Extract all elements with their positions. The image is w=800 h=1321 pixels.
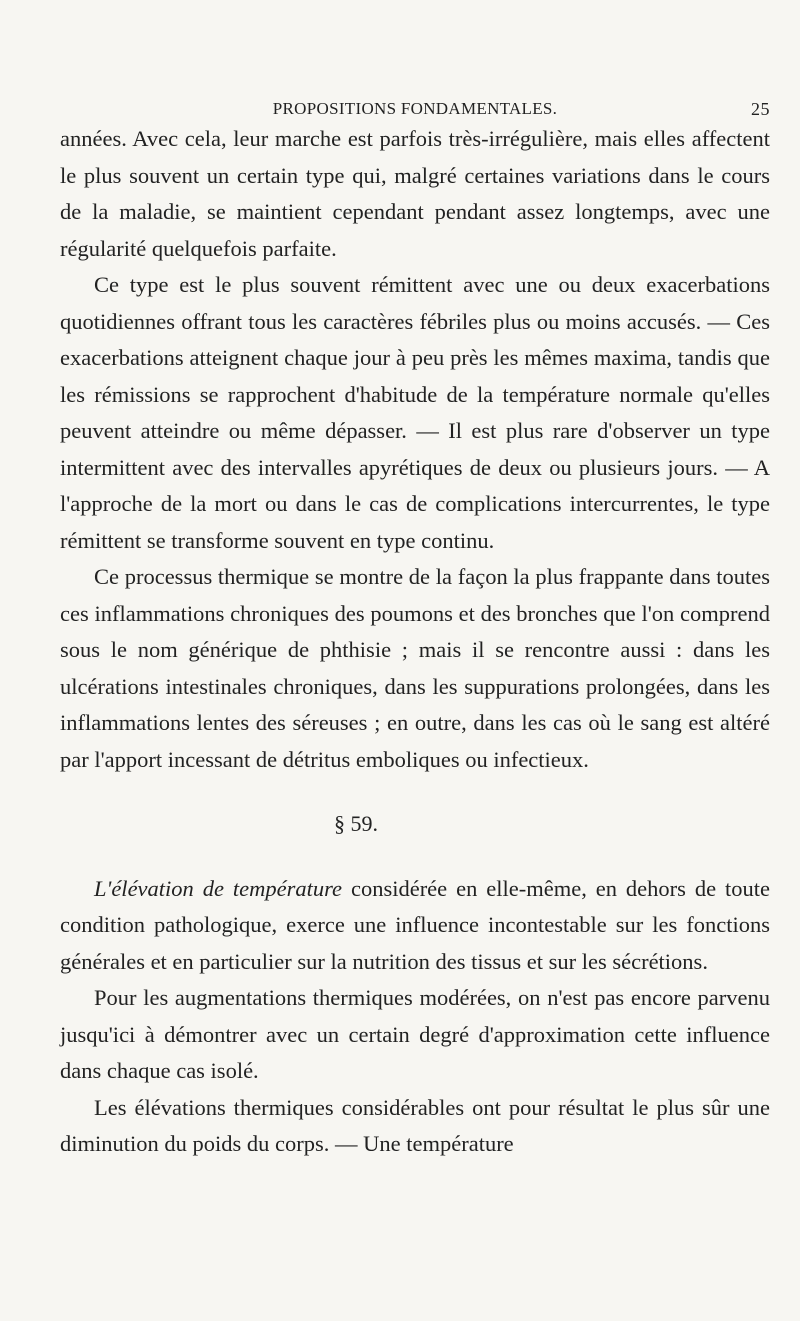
page-number: 25	[751, 99, 770, 119]
paragraph-type-remittent: Ce type est le plus souvent rémittent avec une ou deux exacerbations quotidiennes offrant tous les caractères fébriles plus ou moins accusés. — Ces exacerbations atteignent chaque jour à peu près les mêmes maxima, tandis que les rémissions se rapprochent d'habitude de la température normale qu'elles peuvent atteindre ou même dépasser. — Il est plus rare d'observer un type intermittent avec des intervalles apyrétiques de deux ou plusieurs jours. — A l'approche de la mort ou dans le cas de complications intercurrentes, le type rémittent se transforme souvent en type continu.	[60, 272, 770, 553]
paragraph-processus-thermique: Ce processus thermique se montre de la façon la plus frappante dans toutes ces inflammations chroniques des poumons et des bronches que l'on comprend sous le nom générique de phthisie ; mais il se rencontre aussi : dans les ulcérations intestinales chroniques, dans les suppurations prolongées, dans les inflammations lentes des séreuses ; en outre, dans les cas où le sang est altéré par l'apport incessant de détritus emboliques ou infectieux.	[60, 564, 770, 772]
section-heading: § 59.	[334, 811, 378, 836]
running-title: PROPOSITIONS FONDAMENTALES.	[272, 99, 558, 118]
paragraph-continuation: années. Avec cela, leur marche est parfois très-irrégulière, mais elles affectent le plus souvent un certain type qui, malgré certaines variations dans le cours de la maladie, se maintient cependant pendant assez longtemps, avec une régularité quelquefois parfaite.	[60, 126, 770, 261]
paragraph-elevation	[60, 871, 770, 981]
paragraph-augmentations: Pour les augmentations thermiques modérées, on n'est pas encore parvenu jusqu'ici à démontrer avec un certain degré d'approximation cette influence dans chaque cas isolé.	[60, 985, 770, 1083]
page-header	[60, 99, 770, 121]
paragraph-elevations-considerables: Les élévations thermiques considérables ont pour résultat le plus sûr une diminution du poids du corps. — Une température	[60, 1094, 770, 1156]
paragraph-elevation-text: considérée en elle-même, en dehors de toute condition pathologique, exerce une influence incontestable sur les fonctions générales et en particulier sur la nutrition des tissus et sur les sécrétions.	[60, 875, 770, 974]
page-body	[60, 121, 770, 1163]
italic-term: L'élévation de température	[94, 875, 343, 901]
